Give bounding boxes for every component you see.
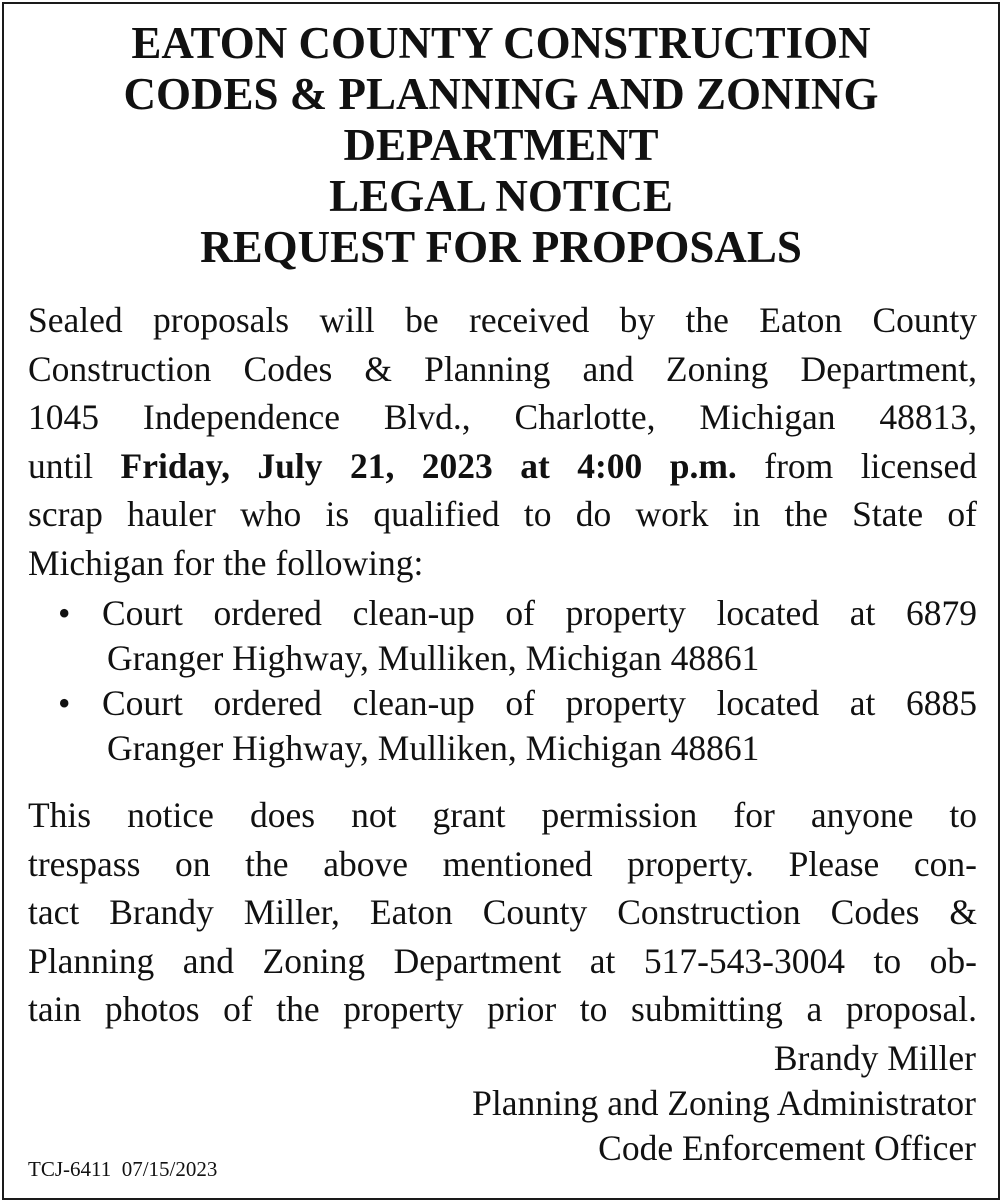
heading-line: DEPARTMENT [343,120,659,170]
paragraph-line [28,442,977,491]
paragraph-line: 1045 Independence Blvd., Charlotte, Michigan 48813, [28,397,977,437]
list-item [4,591,998,681]
paragraph-line: tact Brandy Miller, Eaton County Construction Codes & [28,892,977,932]
legal-notice [2,2,1000,1200]
paragraph-line: scrap hauler who is qualified to do work in the State of [28,494,977,534]
paragraph-line: Michigan for the following: [28,542,424,583]
signer-name: Brandy Miller [773,1038,976,1078]
paragraph-line: Sealed proposals will be received by the Eaton County [28,300,977,340]
heading-line: LEGAL NOTICE [329,171,673,221]
paragraph-text: until [28,445,121,486]
paragraph-line: tain photos of the property prior to submitting a proposal. [28,989,977,1029]
paragraph-line: Planning and Zoning Department at 517-543-3004 to ob- [28,940,977,981]
paragraph-line: This notice does not grant permission for anyone to [28,795,977,835]
paragraph-line: trespass on the above mentioned property. Please con- [28,843,977,884]
list-item-text: Granger Highway, Mulliken, Michigan 48861 [107,638,760,678]
list-item-text: Granger Highway, Mulliken, Michigan 48861 [107,728,760,768]
trespass-paragraph [28,791,977,1034]
bullet-marker: • [58,593,71,633]
list-item [4,681,998,771]
heading-line: EATON COUNTY CONSTRUCTION [131,18,871,68]
heading-line: REQUEST FOR PROPOSALS [200,222,802,272]
signer-title: Planning and Zoning Administrator [472,1083,976,1123]
heading-line: CODES & PLANNING AND ZONING [123,69,879,119]
property-list [4,591,998,771]
signer-title: Code Enforcement Officer [598,1128,976,1168]
list-item-text: Court ordered clean-up of property located at 6879 [102,593,977,633]
signature-block [472,1036,976,1171]
deadline-date: Friday, July 21, 2023 at 4:00 p.m. [120,445,737,486]
paragraph-text: from licensed [736,445,978,486]
proposal-paragraph [28,296,977,587]
paragraph-line: Construction Codes & Planning and Zoning Department, [28,348,977,389]
bullet-marker: • [58,683,71,723]
publication-reference: TCJ-6411 07/15/2023 [28,1157,218,1181]
notice-heading [4,18,998,273]
list-item-text: Court ordered clean-up of property located at 6885 [102,683,977,723]
